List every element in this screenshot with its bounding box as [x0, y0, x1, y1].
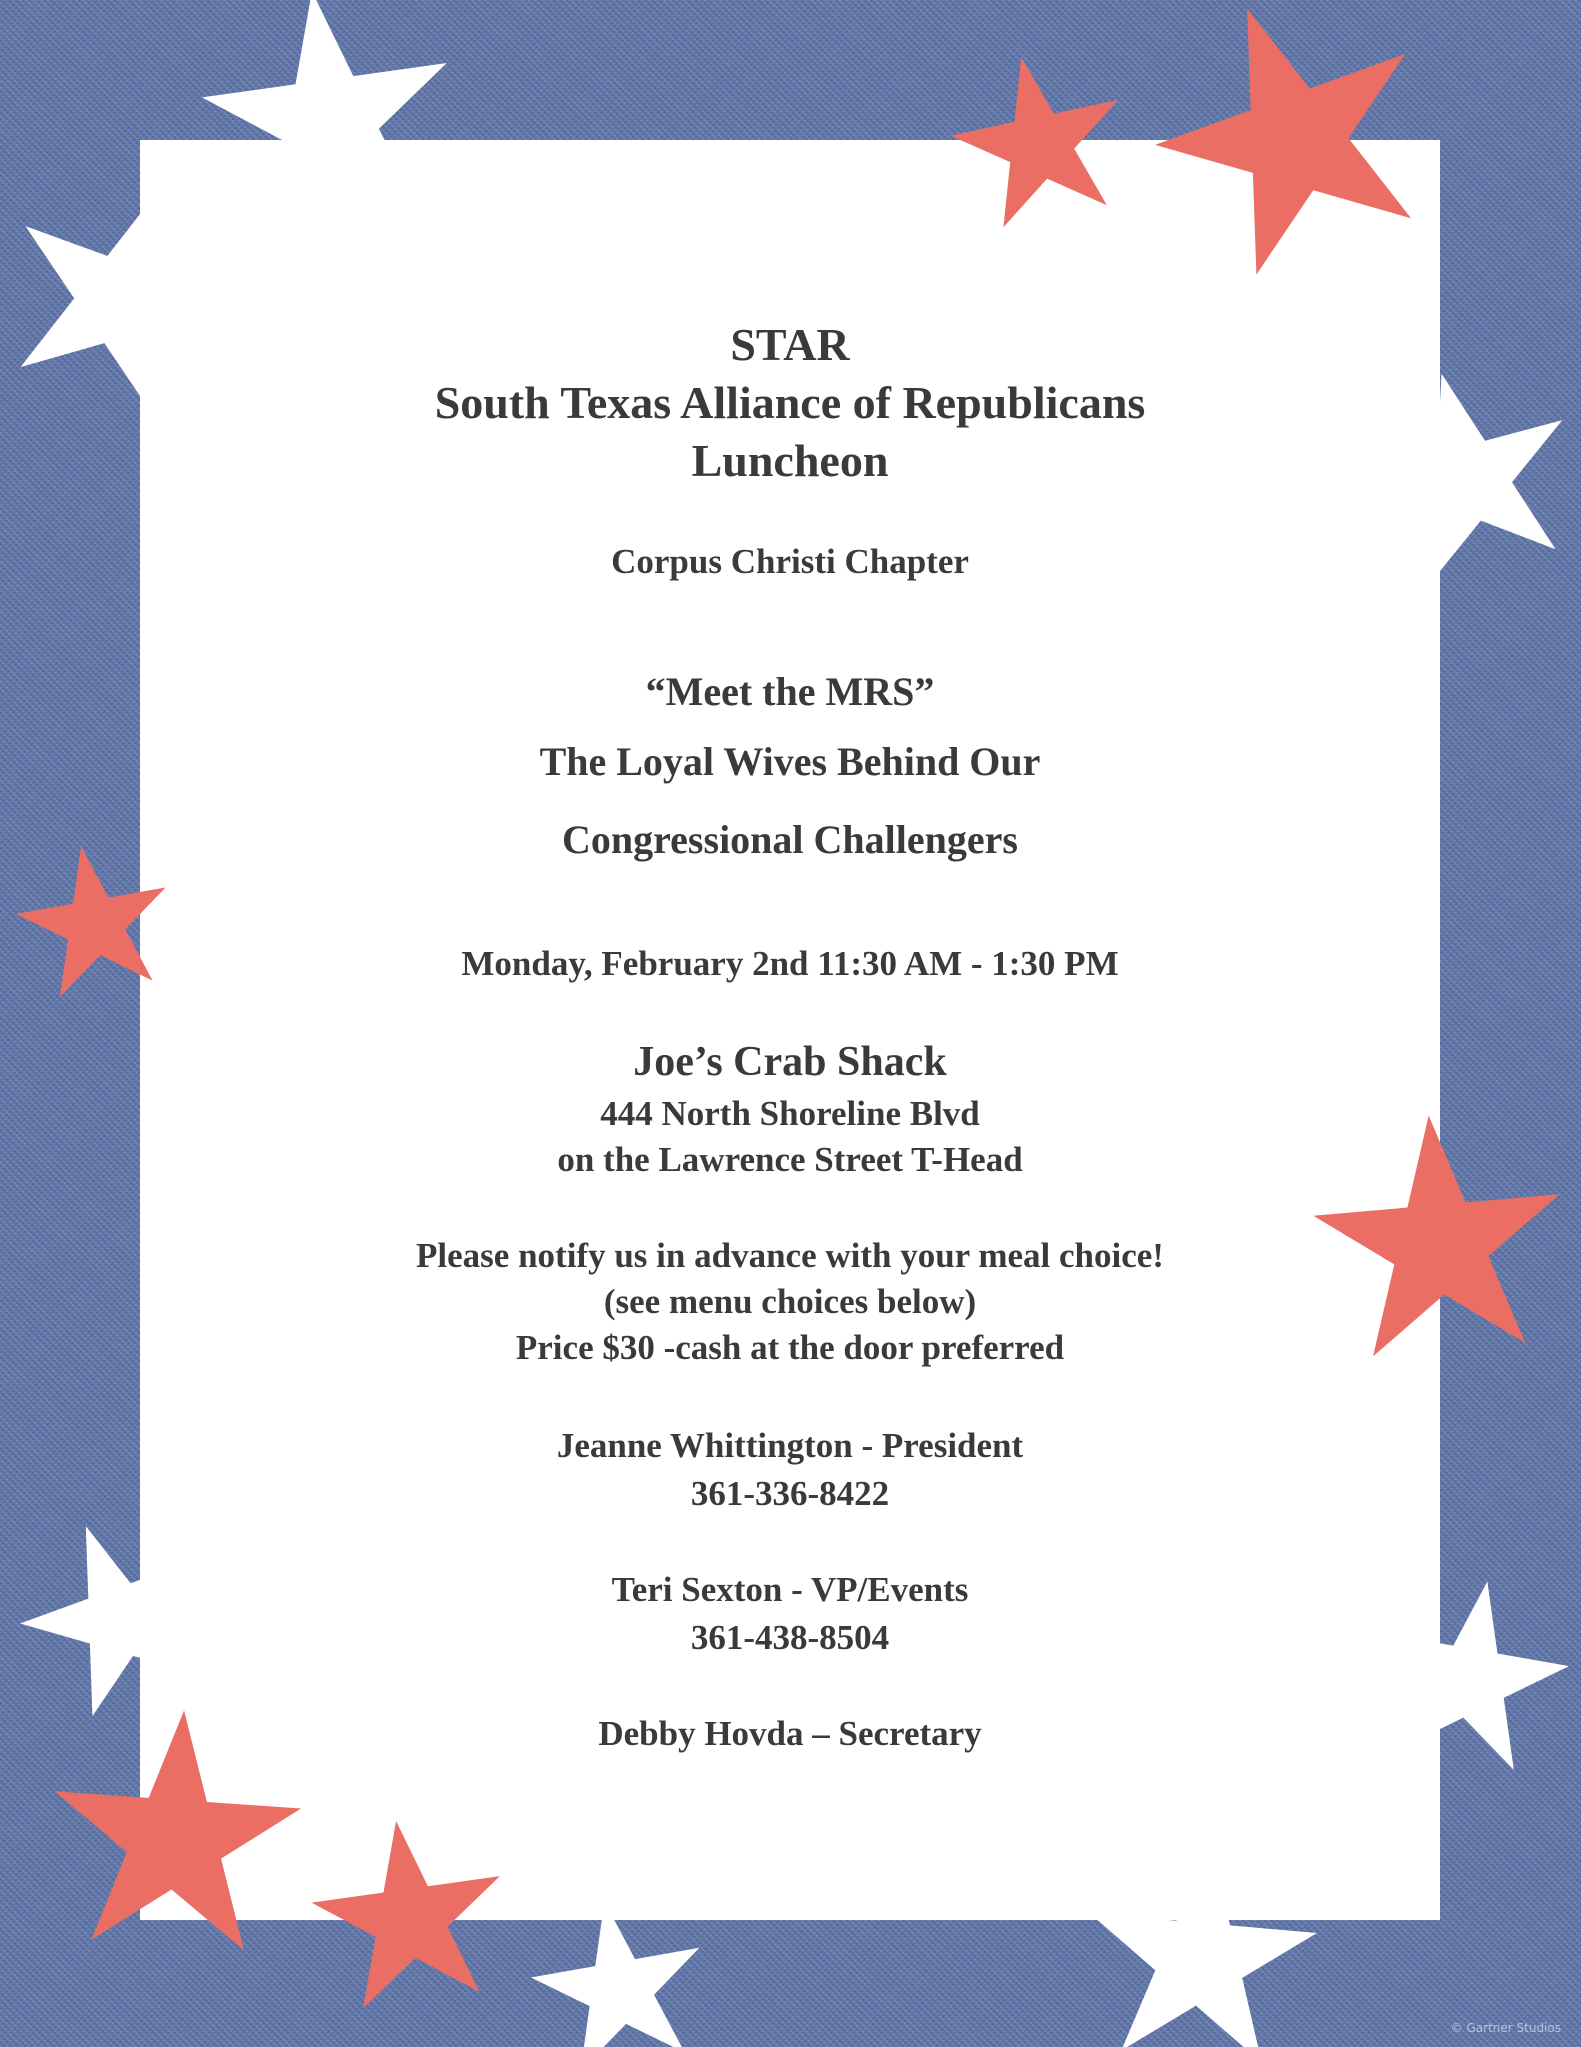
chapter-name: Corpus Christi Chapter [611, 542, 969, 581]
theme-quote: “Meet the MRS” [645, 669, 935, 714]
contact-name: Debby Hovda – Secretary [598, 1714, 982, 1753]
red-star-icon [302, 1808, 516, 2014]
theme-line-1: The Loyal Wives Behind Our [539, 739, 1041, 784]
event-datetime: Monday, February 2nd 11:30 AM - 1:30 PM [461, 944, 1119, 983]
venue-address: 444 North Shoreline Blvd [600, 1094, 980, 1133]
event-type-title: Luncheon [691, 435, 889, 486]
menu-note: (see menu choices below) [603, 1282, 977, 1321]
contact-phone: 361-336-8422 [690, 1474, 890, 1513]
contact-phone: 361-438-8504 [690, 1618, 890, 1657]
copyright-notice: © Gartner Studios [1450, 2021, 1561, 2035]
red-star-icon [1122, 0, 1459, 292]
contact-name: Jeanne Whittington - President [556, 1426, 1024, 1465]
red-star-icon [938, 39, 1139, 234]
venue-location: on the Lawrence Street T-Head [557, 1140, 1023, 1179]
theme-line-2: Congressional Challengers [562, 817, 1018, 862]
venue-name: Joe’s Crab Shack [633, 1039, 947, 1085]
org-full-title: South Texas Alliance of Republicans [434, 377, 1146, 428]
contact-name: Teri Sexton - VP/Events [611, 1570, 969, 1609]
org-short-title: STAR [730, 319, 850, 370]
meal-notice: Please notify us in advance with your meal choice! [416, 1236, 1164, 1275]
price-info: Price $30 -cash at the door preferred [515, 1328, 1065, 1367]
